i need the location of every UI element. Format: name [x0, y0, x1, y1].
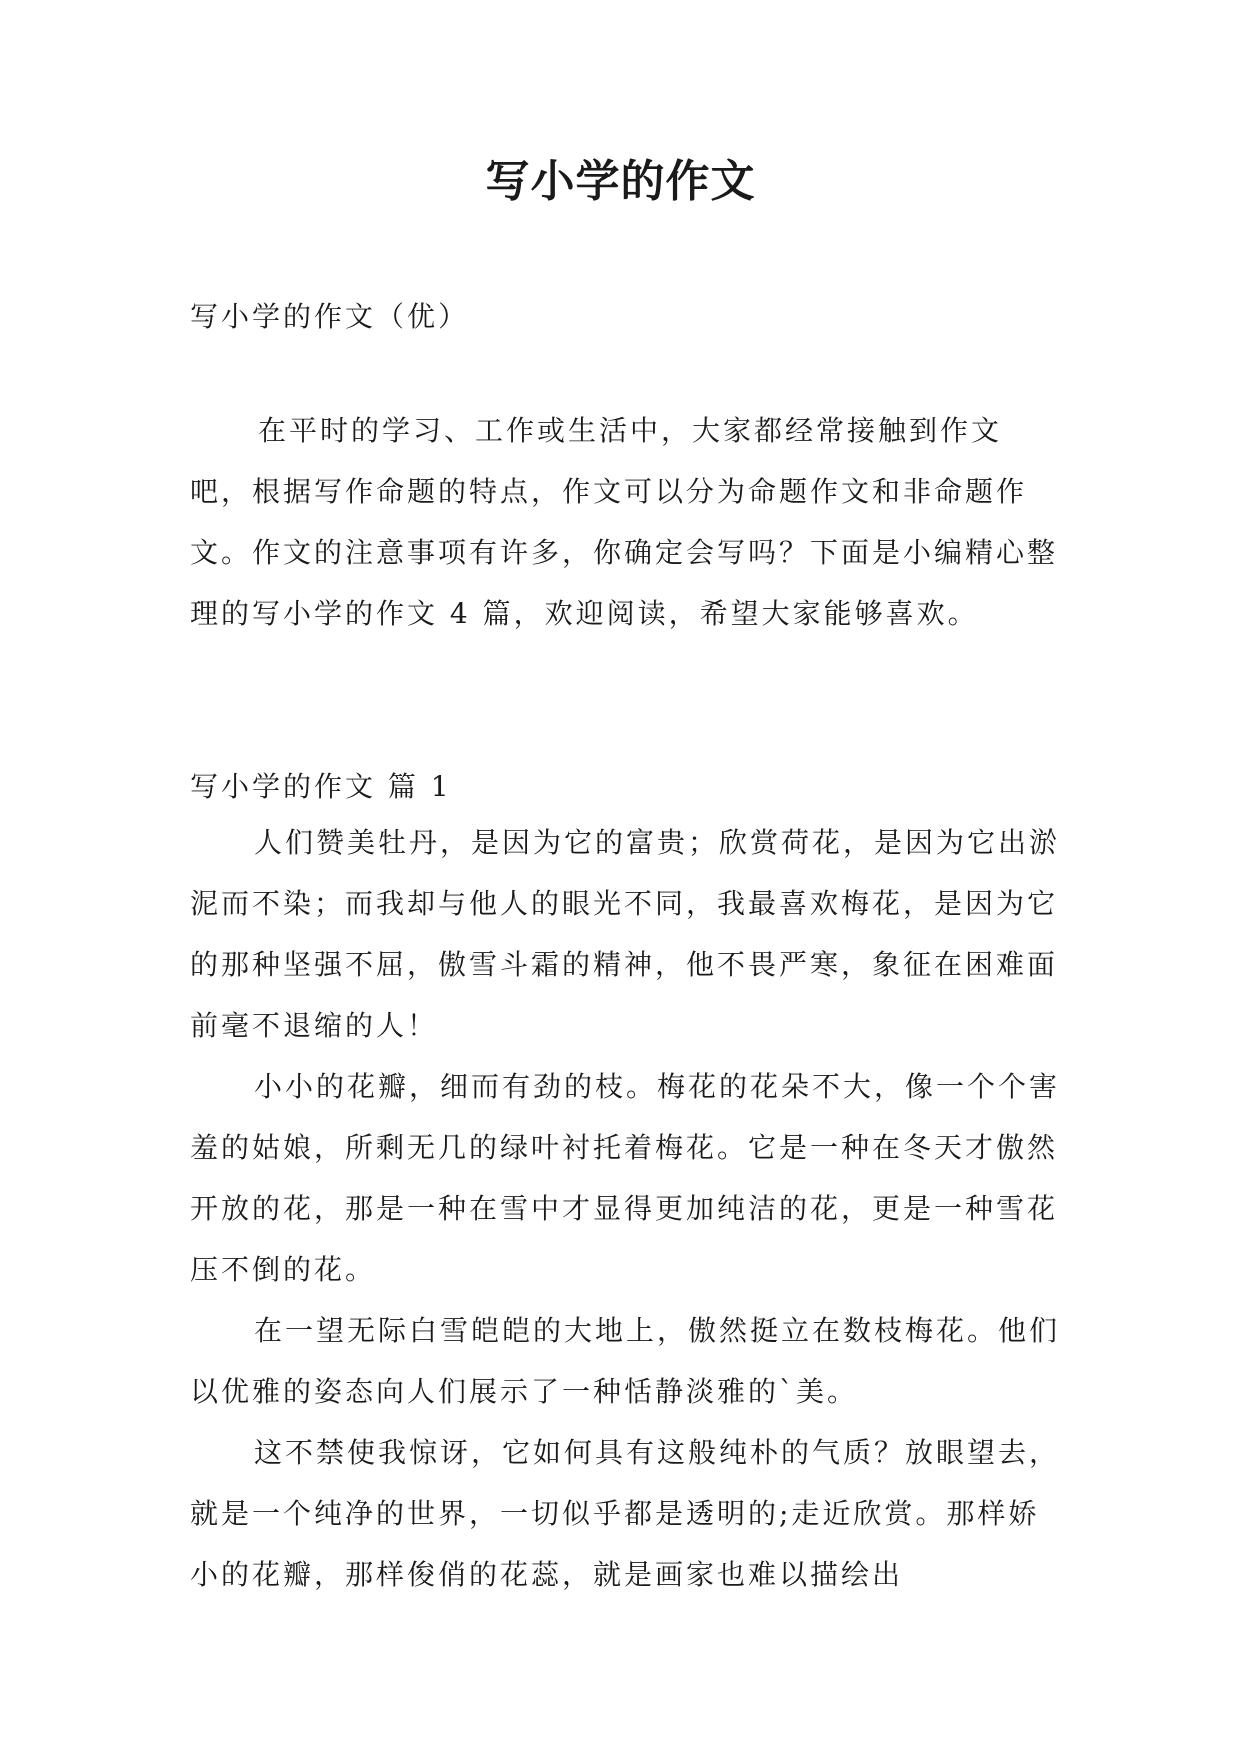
- article-paragraph: 人们赞美牡丹，是因为它的富贵；欣赏荷花，是因为它出淤泥而不染；而我却与他人的眼光不同，我最喜欢梅花，是因为它的那种坚强不屈，傲雪斗霜的精神，他不畏严寒，象征在困难面前毫不退缩的人！: [190, 826, 1061, 1042]
- article-body: [190, 812, 1060, 1605]
- article-paragraph: 小小的花瓣，细而有劲的枝。梅花的花朵不大，像一个个害羞的姑娘，所剩无几的绿叶衬托着梅花。它是一种在冬天才傲然开放的花，那是一种在雪中才显得更加纯洁的花，更是一种雪花压不倒的花。: [190, 1070, 1061, 1286]
- section-heading: 写小学的作文 篇 1: [190, 770, 452, 803]
- article-paragraph: 在一望无际白雪皑皑的大地上，傲然挺立在数枝梅花。他们以优雅的姿态向人们展示了一种恬静淡雅的`美。: [190, 1314, 1061, 1408]
- document-title: 写小学的作文: [485, 156, 756, 207]
- document-subtitle: 写小学的作文（优）: [190, 300, 470, 333]
- intro-paragraph: 在平时的学习、工作或生活中，大家都经常接触到作文吧，根据写作命题的特点，作文可以分为命题作文和非命题作文。作文的注意事项有许多，你确定会写吗？下面是小编精心整理的写小学的作文 4 篇，欢迎阅读，希望大家能够喜欢。: [190, 414, 1059, 630]
- article-paragraph: 这不禁使我惊讶，它如何具有这般纯朴的气质？放眼望去，就是一个纯净的世界，一切似乎都是透明的;走近欣赏。那样娇小的花瓣，那样俊俏的花蕊，就是画家也难以描绘出: [190, 1436, 1061, 1591]
